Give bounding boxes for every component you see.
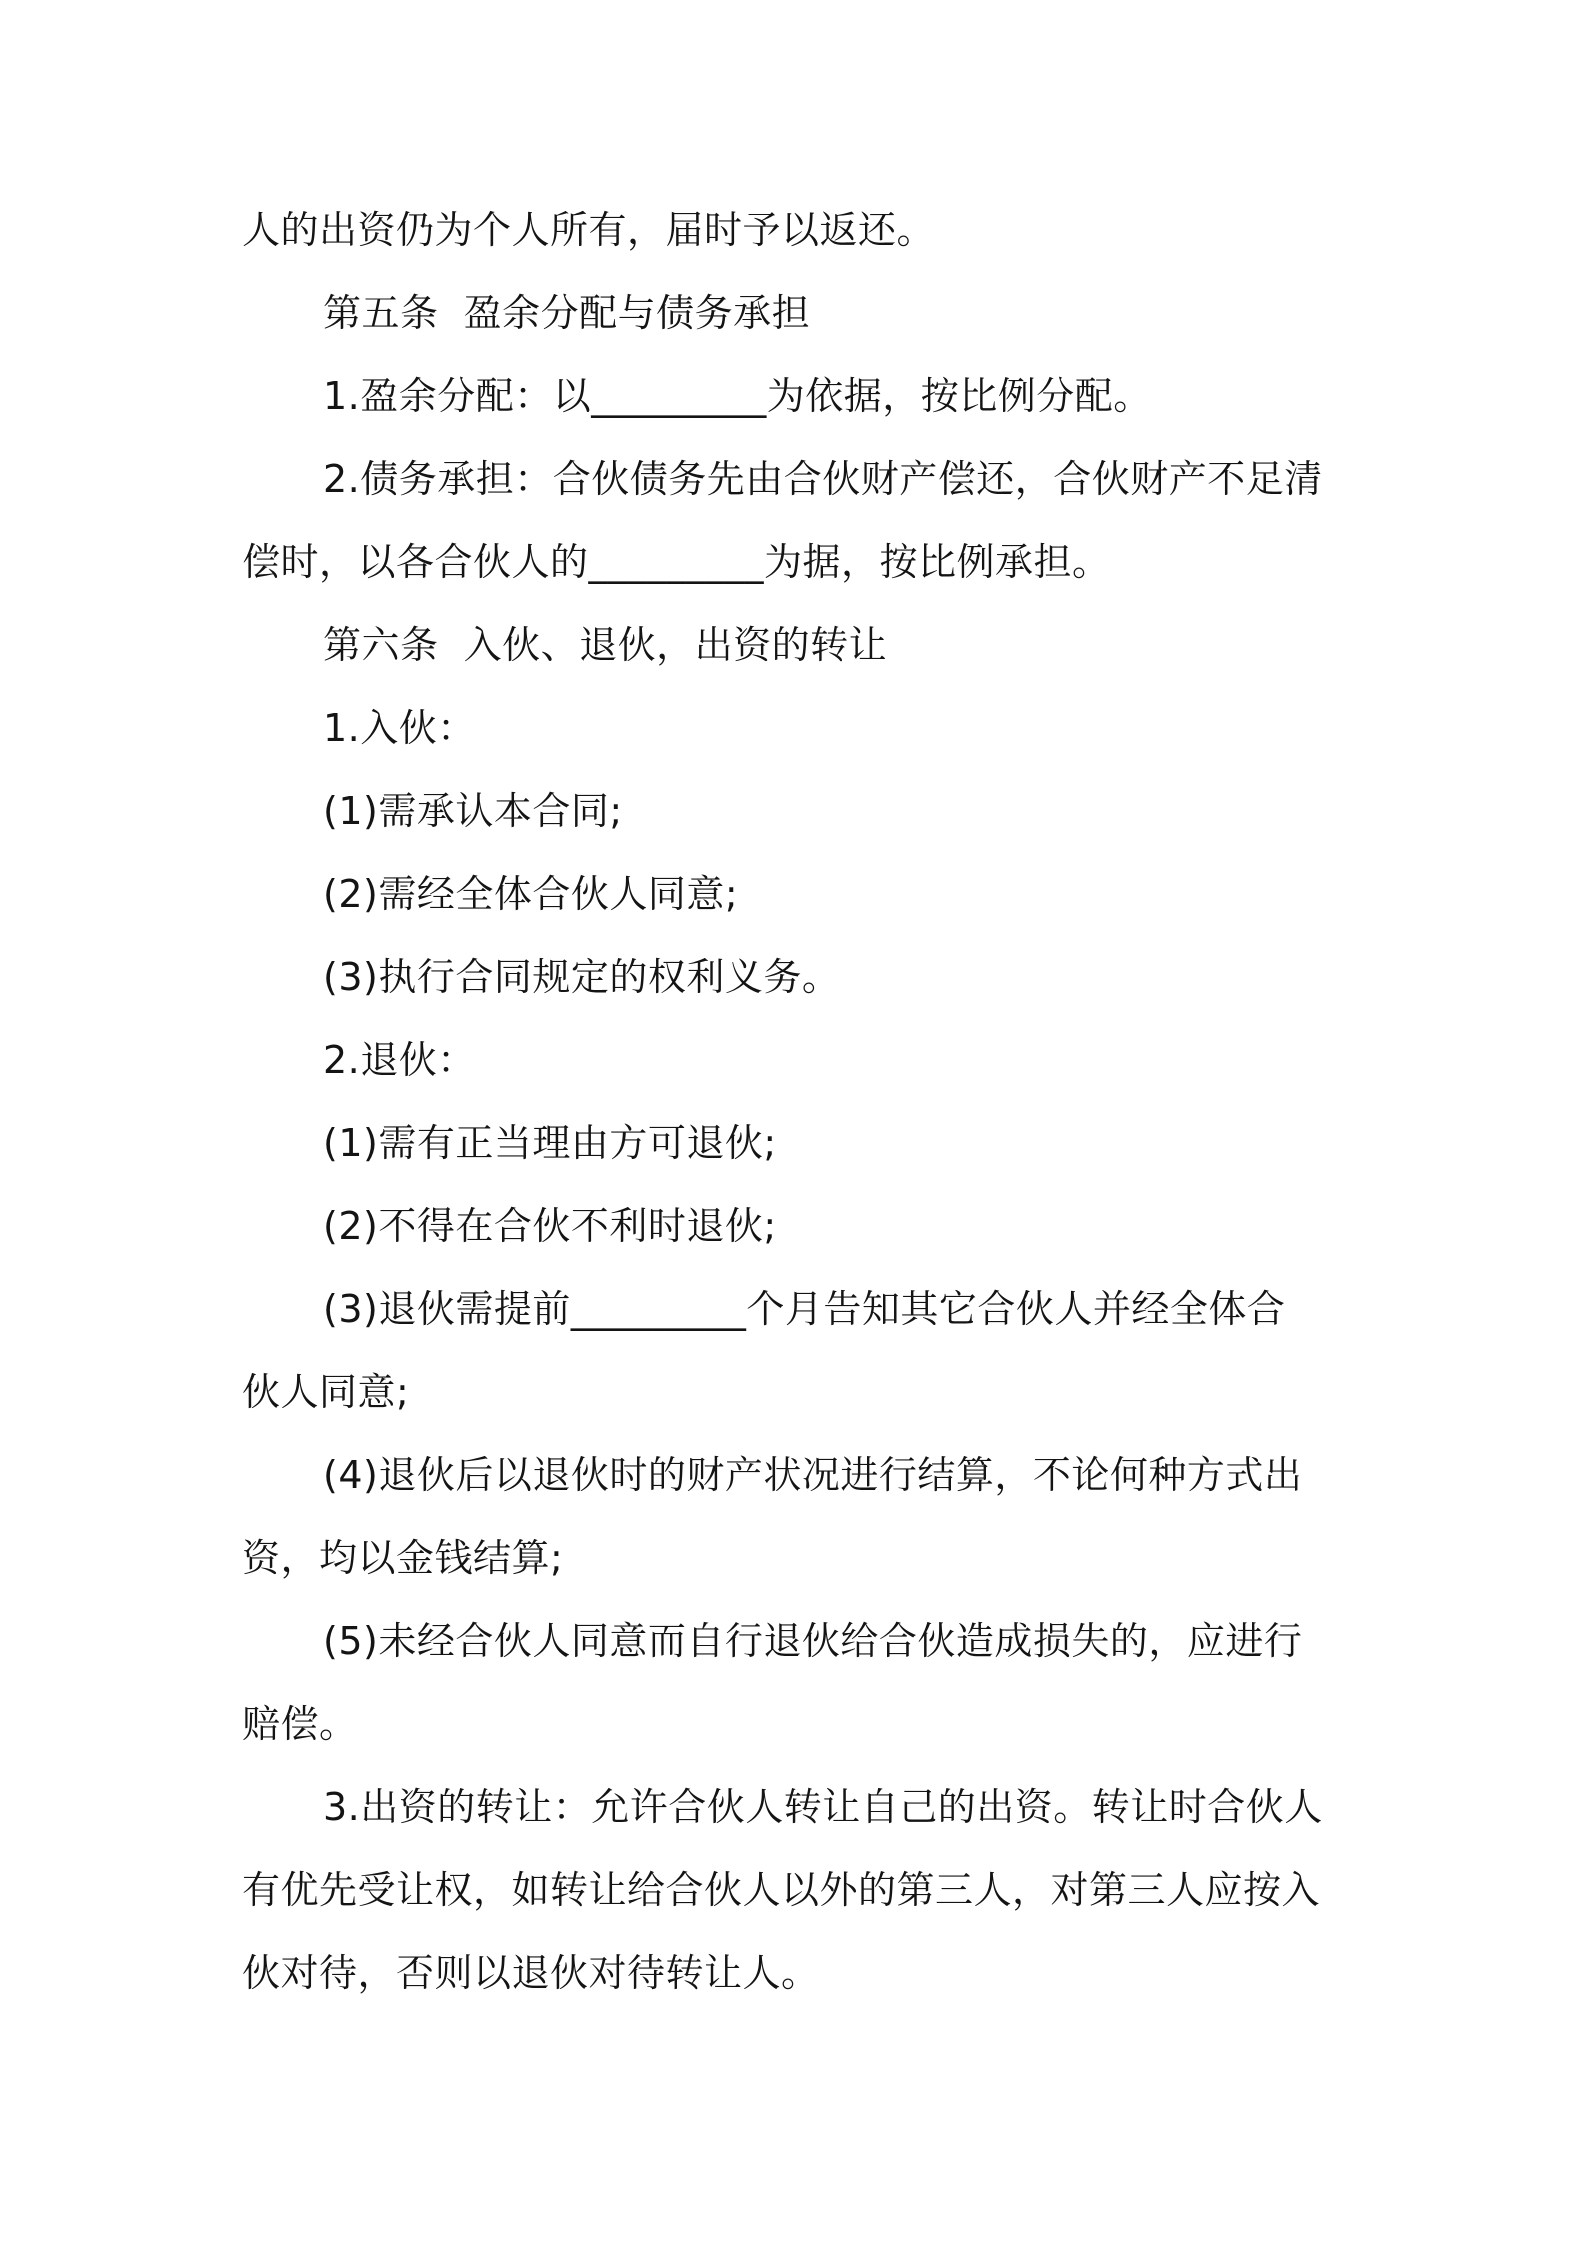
text-line-10: (3)执行合同规定的权利义务。 xyxy=(323,955,841,999)
section-heading-5: 第五条 盈余分配与债务承担 xyxy=(323,291,811,335)
text-line-15: 伙人同意; xyxy=(242,1370,410,1414)
text-line-18: (5)未经合伙人同意而自行退伙给合伙造成损失的，应进行 xyxy=(323,1619,1303,1663)
text-line-11: 2.退伙： xyxy=(323,1038,476,1082)
text-line-21: 有优先受让权，如转让给合伙人以外的第三人，对第三人应按入 xyxy=(242,1868,1321,1912)
text-line-14: (3)退伙需提前_________个月告知其它合伙人并经全体合 xyxy=(323,1287,1286,1331)
text-line-20: 3.出资的转让：允许合伙人转让自己的出资。转让时合伙人 xyxy=(323,1785,1323,1829)
text-line-8: (1)需承认本合同; xyxy=(323,789,623,833)
text-line-4: 2.债务承担：合伙债务先由合伙财产偿还，合伙财产不足清 xyxy=(323,457,1323,501)
text-line-19: 赔偿。 xyxy=(242,1702,358,1746)
text-line-9: (2)需经全体合伙人同意; xyxy=(323,872,739,916)
text-line-16: (4)退伙后以退伙时的财产状况进行结算，不论何种方式出 xyxy=(323,1453,1303,1497)
text-line-5: 偿时，以各合伙人的_________为据，按比例承担。 xyxy=(242,540,1111,584)
text-line-12: (1)需有正当理由方可退伙; xyxy=(323,1121,777,1165)
text-line-1: 人的出资仍为个人所有，届时予以返还。 xyxy=(242,208,936,252)
section-heading-6: 第六条 入伙、退伙，出资的转让 xyxy=(323,623,888,667)
text-line-22: 伙对待，否则以退伙对待转让人。 xyxy=(242,1951,820,1995)
text-line-13: (2)不得在合伙不利时退伙; xyxy=(323,1204,777,1248)
text-line-7: 1.入伙： xyxy=(323,706,476,750)
text-line-17: 资，均以金钱结算; xyxy=(242,1536,564,1580)
text-line-3: 1.盈余分配：以_________为依据，按比例分配。 xyxy=(323,374,1152,418)
